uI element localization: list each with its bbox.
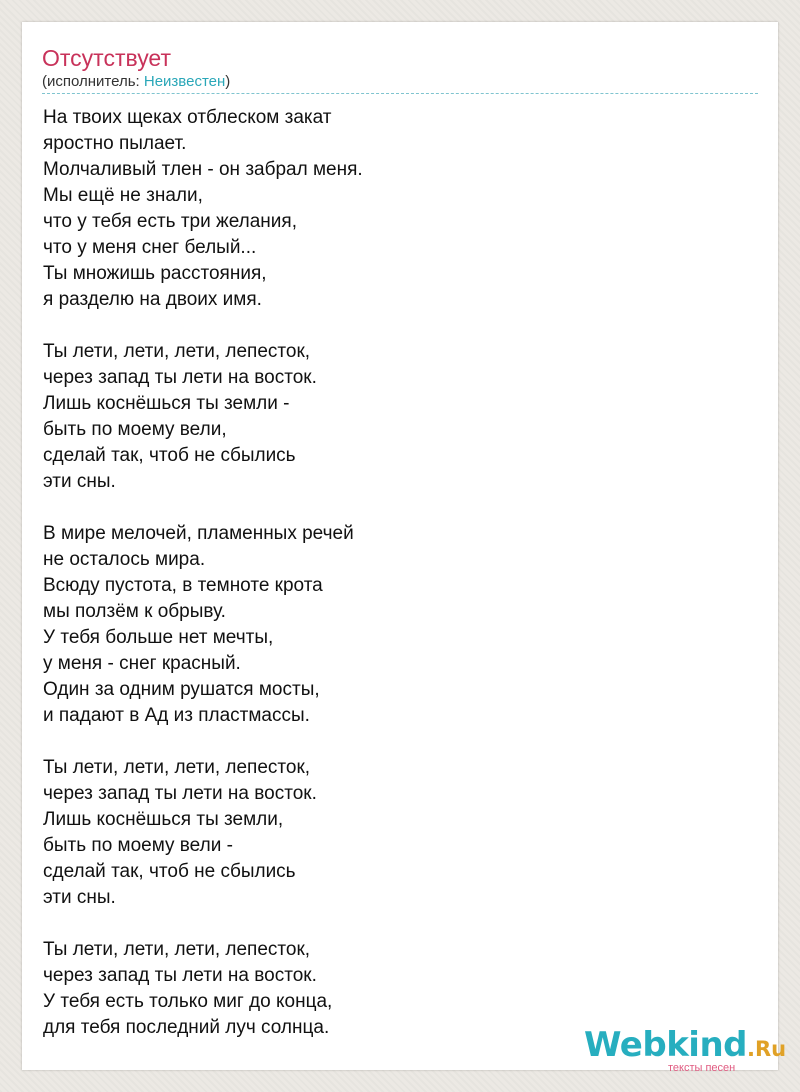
lyrics-line: через запад ты лети на восток. (43, 367, 317, 388)
lyrics-line: На твоих щеках отблеском закат (43, 107, 332, 128)
lyrics-line: не осталось мира. (43, 549, 206, 570)
title-divider (42, 93, 758, 94)
performer-suffix: ) (225, 73, 231, 90)
lyrics-line: мы ползём к обрыву. (43, 601, 226, 622)
lyrics-line: что у меня снег белый... (43, 237, 257, 258)
lyrics-line: быть по моему вели, (43, 419, 227, 440)
lyrics-line: сделай так, чтоб не сбылись (43, 445, 296, 466)
performer-prefix: (исполнитель: (42, 73, 144, 90)
lyrics-line: для тебя последний луч солнца. (43, 1017, 330, 1038)
lyrics-line: Лишь коснёшься ты земли - (43, 393, 290, 414)
lyrics-line: что у тебя есть три желания, (43, 211, 297, 232)
lyrics-line: Ты лети, лети, лети, лепесток, (43, 757, 311, 778)
performer-link[interactable]: Неизвестен (143, 73, 226, 90)
lyrics-stanza (43, 755, 743, 911)
lyrics-line: через запад ты лети на восток. (43, 783, 317, 804)
lyrics-card (22, 22, 787, 1074)
performer-line (42, 73, 230, 91)
lyrics-line: сделай так, чтоб не сбылись (43, 861, 296, 882)
logo-tld: .Ru (747, 1037, 787, 1061)
lyrics-line: Молчаливый тлен - он забрал меня. (43, 159, 363, 180)
lyrics-line: у меня - снег красный. (43, 653, 241, 674)
lyrics-line: В мире мелочей, пламенных речей (43, 523, 354, 544)
logo-word: Webkind (584, 1025, 747, 1065)
lyrics-line: Лишь коснёшься ты земли, (43, 809, 284, 830)
lyrics-line: У тебя больше нет мечты, (43, 627, 274, 648)
song-title: Отсутствует (42, 45, 171, 71)
lyrics-line: я разделю на двоих имя. (43, 289, 262, 310)
lyrics-line: эти сны. (43, 887, 116, 908)
lyrics-line: быть по моему вели - (43, 835, 233, 856)
lyrics-stanza (43, 105, 743, 313)
lyrics-line: эти сны. (43, 471, 116, 492)
lyrics-body (43, 105, 743, 1067)
lyrics-line: Ты лети, лети, лети, лепесток, (43, 939, 311, 960)
lyrics-line: У тебя есть только миг до конца, (43, 991, 333, 1012)
lyrics-line: Один за одним рушатся мосты, (43, 679, 320, 700)
lyrics-line: Ты лети, лети, лети, лепесток, (43, 341, 311, 362)
lyrics-line: через запад ты лети на восток. (43, 965, 317, 986)
lyrics-line: и падают в Ад из пластмассы. (43, 705, 310, 726)
lyrics-line: Мы ещё не знали, (43, 185, 203, 206)
lyrics-stanza (43, 339, 743, 495)
lyrics-line: Ты множишь расстояния, (43, 263, 267, 284)
lyrics-line: яростно пылает. (43, 133, 187, 154)
logo-tagline: тексты песен (668, 1062, 736, 1074)
logo-wordmark (584, 1025, 786, 1065)
site-logo[interactable] (584, 1025, 787, 1074)
lyrics-line: Всюду пустота, в темноте крота (43, 575, 323, 596)
lyrics-stanza (43, 521, 743, 729)
